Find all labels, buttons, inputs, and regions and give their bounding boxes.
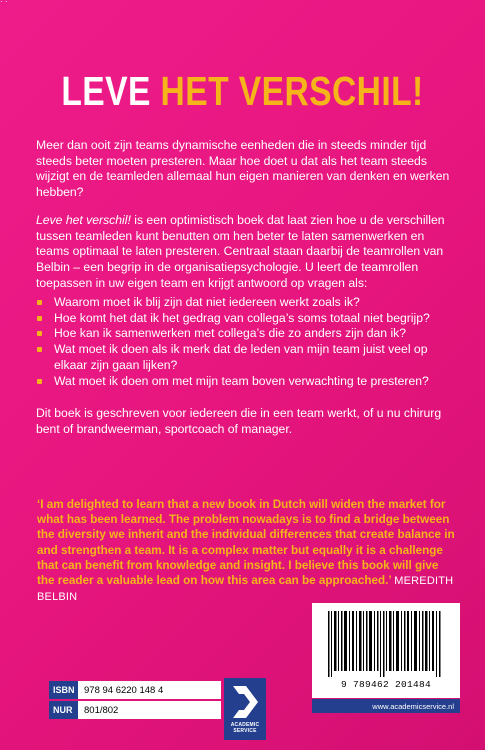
barcode-panel [312, 603, 460, 698]
book-title [44, 68, 442, 115]
bullet-icon [37, 347, 42, 352]
endorsement-quote [37, 497, 455, 605]
nur-row [49, 701, 221, 719]
bullet-icon [37, 379, 42, 384]
barcode-number: 9 789462 201484 [340, 679, 431, 690]
title-part-het-verschil: HET VERSCHIL! [160, 68, 424, 114]
question-list [36, 295, 456, 389]
bullet-icon [37, 331, 42, 336]
quote-text: ‘I am delighted to learn that a new book in Dutch will widen the market for what has been learned. The problem nowadays is to find a bridge between the diversity we inherit and the individual differences that create balance in and strengthen a team. It is a complex matter but equally it is a challenge that can benefit from knowledge and insight. I believe this book will give the reader a valuable lead on how this area can be approached.’ [37, 498, 455, 588]
audience-paragraph: Dit boek is geschreven voor iedereen die in een team werkt, of u nu chirurg bent of brandweerman, sportcoach of manager. [36, 406, 442, 436]
isbn-row [49, 681, 221, 699]
barcode-icon [328, 611, 442, 677]
bullet-icon [37, 300, 42, 305]
isbn-label: ISBN [49, 681, 78, 699]
isbn-info [49, 681, 221, 721]
nur-value: 801/802 [78, 701, 221, 719]
description-paragraph [36, 213, 454, 292]
intro-paragraph: Meer dan ooit zijn teams dynamische eenheden die in steeds minder tijd steeds beter moeten presteren. Maar hoe doet u dat als het team steeds wijzigt en de teamleden allemaal hun eigen manieren van denken en werken hebben? [36, 138, 450, 200]
nur-label: NUR [49, 701, 78, 719]
publisher-logo [224, 678, 266, 740]
question-item: Hoe komt het dat ik het gedrag van collega’s soms totaal niet begrijp? [36, 311, 456, 327]
title-part-leve: LEVE [61, 68, 161, 114]
publisher-chevron-icon [224, 680, 266, 724]
bullet-icon [37, 316, 42, 321]
quote-author: MEREDITH BELBIN [37, 575, 454, 604]
publisher-website: www.academicservice.nl [312, 699, 460, 713]
isbn-value: 978 94 6220 148 4 [78, 681, 221, 699]
question-item: Hoe kan ik samenwerken met collega’s die zo anders zijn dan ik? [36, 326, 456, 342]
question-item: Wat moet ik doen om met mijn team boven verwachting te presteren? [36, 374, 456, 390]
description-book-title: Leve het verschil! [36, 213, 131, 227]
question-item: Wat moet ik doen als ik merk dat de leden van mijn team juist veel op elkaar zijn gaan lijken? [36, 342, 456, 373]
question-item: Waarom moet ik blij zijn dat niet iedereen werkt zoals ik? [36, 295, 456, 311]
description-text: is een optimistisch boek dat laat zien hoe u de verschillen tussen teamleden kunt benutten om hen beter te laten samenwerken en teams optimaal te laten presteren. Centraal staan daarbij de teamrollen van Belbin – een begrip in de organisatiepsychologie. U leert de teamrollen toepassen in uw eigen team en krijgt antwoord op vragen als: [36, 213, 445, 290]
top-mark: · · [0, 0, 8, 6]
publisher-name: ACADEMIC SERVICE [230, 722, 260, 734]
